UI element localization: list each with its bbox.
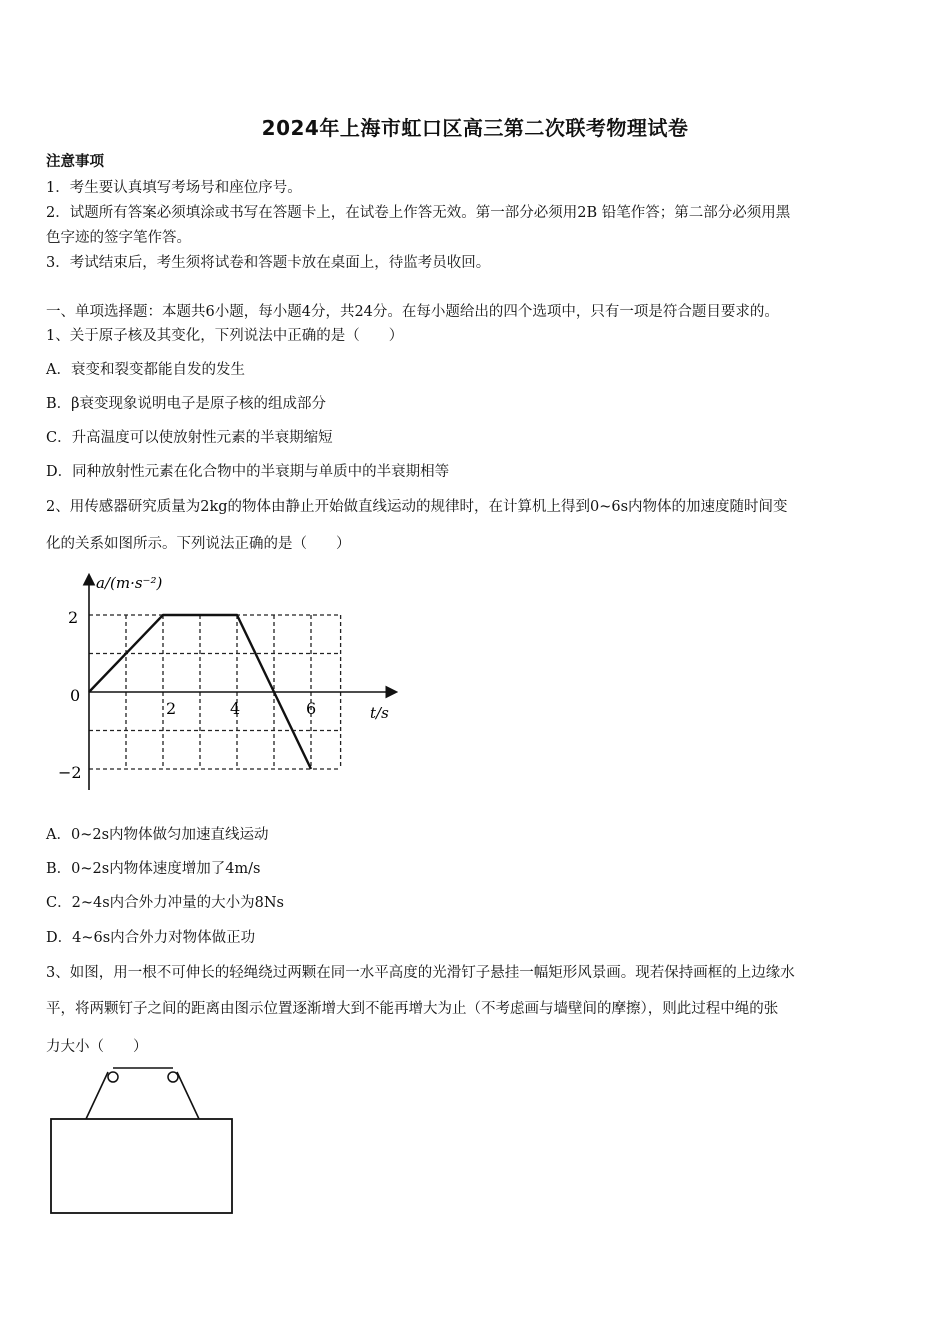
q3-stem-line3: 力大小（ ） <box>46 1039 148 1055</box>
x-axis-label: t/s <box>370 704 389 722</box>
x-tick-label-4: 4 <box>230 699 241 718</box>
q2-option-c: C．2~4s内合外力冲量的大小为8Ns <box>46 895 284 911</box>
q2-option-b: B．0~2s内物体速度增加了4m/s <box>46 861 261 877</box>
notice-item-2-cont: 色字迹的签字笔作答。 <box>46 230 191 246</box>
q3-stem-line2: 平，将两颗钉子之间的距离由图示位置逐渐增大到不能再增大为止（不考虑画与墙壁间的摩擦），则此过程中绳的张 <box>46 1001 779 1017</box>
rope-right <box>177 1072 199 1119</box>
x-tick-label-6: 6 <box>306 699 317 718</box>
section-heading: 一、单项选择题：本题共6小题，每小题4分，共24分。在每小题给出的四个选项中，只有一项是符合题目要求的。 <box>46 304 779 320</box>
q2-option-a: A．0~2s内物体做匀加速直线运动 <box>46 827 269 843</box>
q1-option-d: D．同种放射性元素在化合物中的半衰期与单质中的半衰期相等 <box>46 464 450 480</box>
left-nail-icon <box>108 1072 118 1082</box>
notice-item-2: 2．试题所有答案必须填涂或书写在答题卡上，在试卷上作答无效。第一部分必须用2B 铅笔作答；第二部分必须用黑 <box>46 205 791 221</box>
rope-left <box>86 1072 108 1119</box>
y-tick-label-2: 2 <box>68 608 79 627</box>
q3-stem-line1: 3、如图，用一根不可伸长的轻绳绕过两颗在同一水平高度的光滑钉子悬挂一幅矩形风景画。现若保持画框的上边缘水 <box>46 965 795 981</box>
q1-option-c: C．升高温度可以使放射性元素的半衰期缩短 <box>46 430 333 446</box>
x-tick-label-2: 2 <box>166 699 177 718</box>
q1-option-b: B．β衰变现象说明电子是原子核的组成部分 <box>46 396 327 412</box>
y-axis-label: a/(m·s⁻²) <box>96 574 163 592</box>
q2-option-d: D．4~6s内合外力对物体做正功 <box>46 930 256 946</box>
y-tick-label-0: 0 <box>70 686 81 705</box>
q1-option-a: A．衰变和裂变都能自发的发生 <box>46 362 245 378</box>
notice-item-3: 3．考试结束后，考生须将试卷和答题卡放在桌面上，待监考员收回。 <box>46 255 491 271</box>
notice-item-1: 1．考生要认真填写考场号和座位序号。 <box>46 180 302 196</box>
hanging-picture-figure <box>46 1062 246 1218</box>
y-tick-label-neg2: −2 <box>58 763 82 782</box>
q2-stem-line1: 2、用传感器研究质量为2kg的物体由静止开始做直线运动的规律时，在计算机上得到0~6s内物体的加速度随时间变 <box>46 499 788 515</box>
acceleration-time-chart <box>50 568 410 798</box>
q1-stem: 1、关于原子核及其变化，下列说法中正确的是（ ） <box>46 328 404 344</box>
right-nail-icon <box>168 1072 178 1082</box>
q2-stem-line2: 化的关系如图所示。下列说法正确的是（ ） <box>46 536 351 552</box>
picture-frame <box>51 1119 232 1213</box>
notice-heading: 注意事项 <box>46 153 104 170</box>
page-title: 2024年上海市虹口区高三第二次联考物理试卷 <box>261 116 689 140</box>
